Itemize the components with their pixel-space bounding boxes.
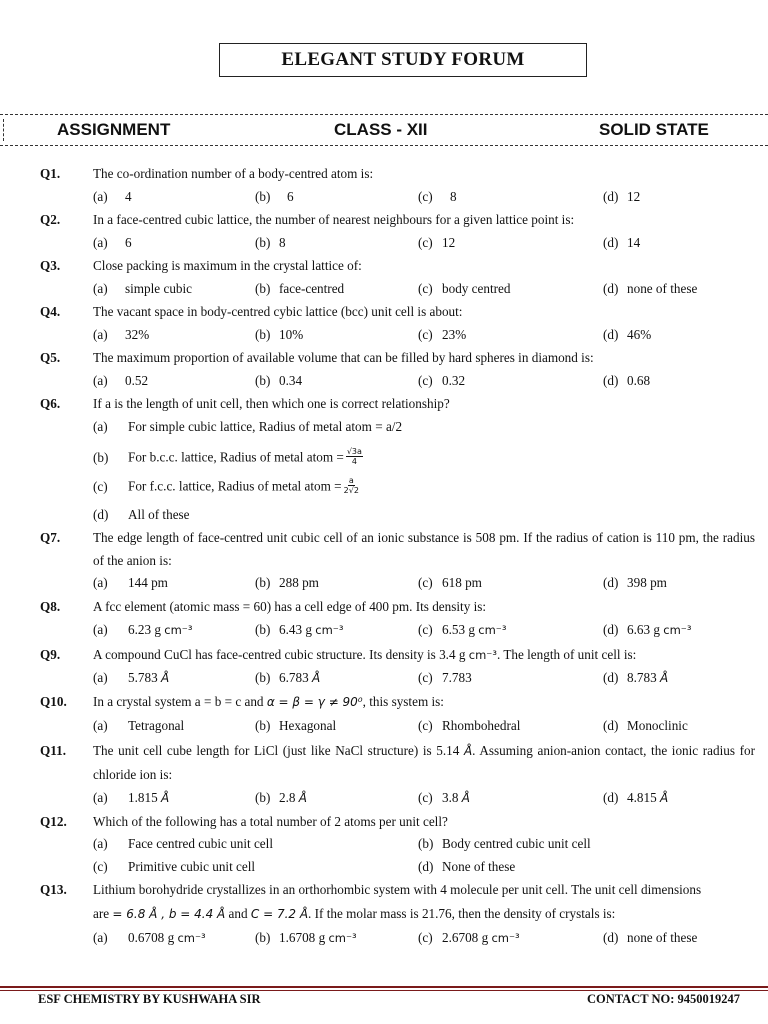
option-c: (c) 2.6708 g cm⁻³: [418, 930, 520, 945]
footer-divider-thin: [0, 990, 768, 991]
option-d: (d) none of these: [603, 281, 698, 296]
option-d: (d) 0.68: [603, 373, 651, 388]
fraction: $\frac{a}{2√2}$: [343, 476, 359, 495]
question-text: Close packing is maximum in the crystal lattice of:: [93, 258, 362, 273]
option-b: (b) 6: [255, 189, 294, 204]
option-c: (c) 23%: [418, 327, 467, 342]
option-c: (c) 618 pm: [418, 575, 482, 590]
question-number: Q2.: [40, 212, 61, 227]
question-number: Q10.: [40, 694, 67, 709]
option-d: (d) 398 pm: [603, 575, 667, 590]
question-text: The unit cell cube length for LiCl (just like NaCl structure) is 5.14 Å. Assuming anion-anion contact, the ionic radius for chloride ion is:: [93, 743, 755, 782]
option-c: (c) 12: [418, 235, 456, 250]
option-c: (c) 3.8 Å: [418, 790, 470, 805]
option-d: (d) 12: [603, 189, 641, 204]
option-d: (d) 46%: [603, 327, 652, 342]
option-a: (a) 144 pm: [93, 575, 168, 590]
option-b: (b) For b.c.c. lattice, Radius of metal atom = $\frac{√3a}{4}$: [93, 447, 362, 466]
fraction: $\frac{√3a}{4}$: [346, 447, 362, 466]
option-d: (d) None of these: [418, 859, 516, 874]
question-number: Q4.: [40, 304, 61, 319]
option-d: (d) none of these: [603, 930, 698, 945]
question-text: A fcc element (atomic mass = 60) has a cell edge of 400 pm. Its density is:: [93, 599, 487, 614]
question-number: Q7.: [40, 530, 61, 545]
option-a: (a) 4: [93, 189, 132, 204]
option-b: (b) 288 pm: [255, 575, 319, 590]
page-title: ELEGANT STUDY FORUM: [219, 43, 587, 77]
option-b: (b) 2.8 Å: [255, 790, 307, 805]
question-number: Q12.: [40, 814, 67, 829]
option-a: (a) 6: [93, 235, 132, 250]
header-band: [0, 114, 768, 146]
option-b: (b) 6.43 g cm⁻³: [255, 622, 344, 637]
option-b: (b) 6.783 Å: [255, 670, 321, 685]
option-b: (b) face-centred: [255, 281, 345, 296]
question-number: Q1.: [40, 166, 61, 181]
question-number: Q3.: [40, 258, 61, 273]
question-text: The vacant space in body-centred cybic lattice (bcc) unit cell is about:: [93, 304, 463, 319]
question-number: Q9.: [40, 647, 61, 662]
header-class: CLASS - XII: [334, 120, 428, 139]
footer-author: ESF CHEMISTRY BY KUSHWAHA SIR: [38, 992, 261, 1006]
option-d: (d) 4.815 Å: [603, 790, 669, 805]
option-c: (c) body centred: [418, 281, 511, 296]
option-a: (a) For simple cubic lattice, Radius of metal atom = a/2: [93, 419, 403, 434]
question-text: If a is the length of unit cell, then which one is correct relationship?: [93, 396, 450, 411]
option-a: (a) simple cubic: [93, 281, 193, 296]
option-c: (c) 7.783: [418, 670, 472, 685]
question-number: Q6.: [40, 396, 61, 411]
option-a: (a) 1.815 Å: [93, 790, 170, 805]
header-subject: SOLID STATE: [599, 120, 709, 139]
question-text: The maximum proportion of available volume that can be filled by hard spheres in diamond is:: [93, 350, 594, 365]
option-a: (a) 32%: [93, 327, 150, 342]
option-c: (c) 0.32: [418, 373, 466, 388]
question-number: Q11.: [40, 743, 67, 758]
option-d: (d) 8.783 Å: [603, 670, 669, 685]
question-number: Q5.: [40, 350, 61, 365]
option-d: (d) Monoclinic: [603, 718, 688, 733]
option-b: (b) 1.6708 g cm⁻³: [255, 930, 357, 945]
option-a: (a) 5.783 Å: [93, 670, 170, 685]
option-a: (a) 6.23 g cm⁻³: [93, 622, 193, 637]
option-a: (a) 0.6708 g cm⁻³: [93, 930, 206, 945]
question-text: A compound CuCl has face-centred cubic structure. Its density is 3.4 g cm⁻³. The length of unit cell is:: [93, 647, 637, 662]
option-c: (c) Primitive cubic unit cell: [93, 859, 256, 874]
option-b: (b) 10%: [255, 327, 304, 342]
question-text: Which of the following has a total number of 2 atoms per unit cell?: [93, 814, 448, 829]
option-b: (b) 8: [255, 235, 286, 250]
question-text: are = 6.8 Å , b = 4.4 Å and C = 7.2 Å. If the molar mass is 21.76, then the density of crystals is:: [93, 906, 616, 921]
question-text: Lithium borohydride crystallizes in an orthorhombic system with 4 molecule per unit cell. The unit cell dimensions: [93, 882, 702, 897]
footer-divider: [0, 986, 768, 988]
question-text: In a crystal system a = b = c and α = β = γ ≠ 90⁰, this system is:: [93, 694, 444, 709]
option-d: (d) 6.63 g cm⁻³: [603, 622, 692, 637]
option-a: (a) Tetragonal: [93, 718, 185, 733]
question-text: The edge length of face-centred unit cubic cell of an ionic substance is 508 pm. If the radius of cation is 110 pm, the radius of the anion is:: [93, 530, 755, 568]
question-number: Q13.: [40, 882, 67, 897]
option-a: (a) Face centred cubic unit cell: [93, 836, 273, 851]
header-assignment: ASSIGNMENT: [57, 120, 171, 139]
option-c: (c) 8: [418, 189, 457, 204]
option-d: (d) 14: [603, 235, 641, 250]
footer-contact: CONTACT NO: 9450019247: [586, 992, 740, 1006]
option-a: (a) 0.52: [93, 373, 149, 388]
option-d: (d) All of these: [93, 507, 190, 522]
question-number: Q8.: [40, 599, 61, 614]
option-c: (c) For f.c.c. lattice, Radius of metal atom = $\frac{a}{2√2}$: [93, 476, 359, 495]
option-b: (b) Hexagonal: [255, 718, 337, 733]
option-c: (c) 6.53 g cm⁻³: [418, 622, 507, 637]
option-b: (b) Body centred cubic unit cell: [418, 836, 591, 851]
question-text: In a face-centred cubic lattice, the number of nearest neighbours for a given lattice point is:: [93, 212, 575, 227]
question-text: The co-ordination number of a body-centred atom is:: [93, 166, 374, 181]
option-c: (c) Rhombohedral: [418, 718, 521, 733]
option-b: (b) 0.34: [255, 373, 303, 388]
